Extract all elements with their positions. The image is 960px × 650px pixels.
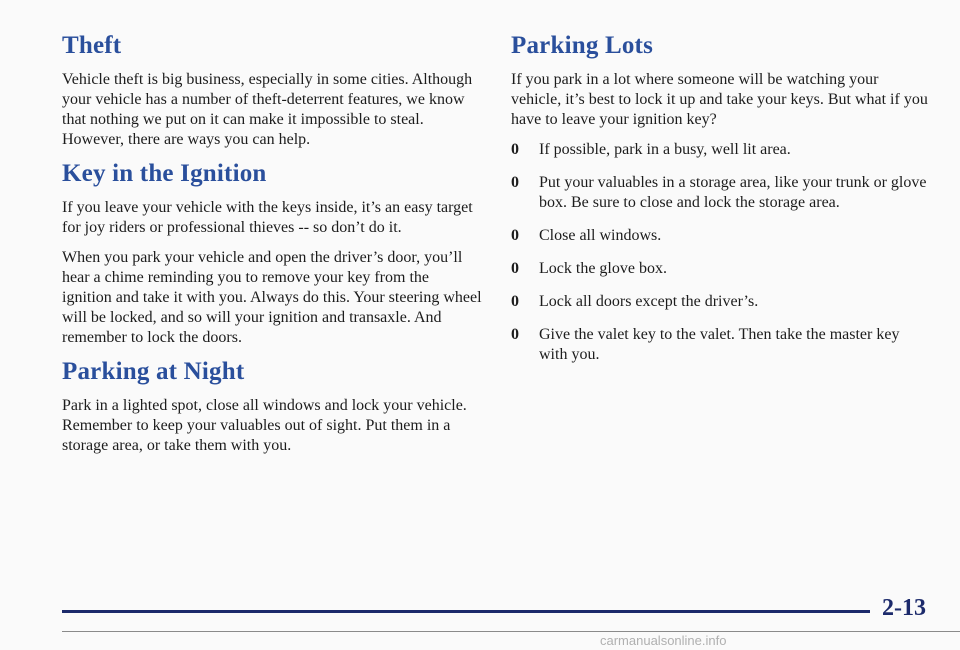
watermark: carmanualsonline.info: [600, 633, 727, 648]
bullet-icon: 0: [511, 260, 519, 277]
bullet-icon: 0: [511, 174, 519, 191]
parking-lots-section: [511, 32, 931, 365]
bullet-icon: 0: [511, 326, 519, 343]
parking-lots-intro: If you park in a lot where someone will be watching your vehicle, it’s best to lock it up and take your keys. But what if you have to leave your ignition key?: [511, 71, 928, 128]
list-item-text: Give the valet key to the valet. Then take the master key with you.: [539, 326, 900, 363]
parking-lots-list: [511, 140, 931, 365]
key-in-ignition-paragraph-1: If you leave your vehicle with the keys inside, it’s an easy target for joy riders or professional thieves -- so don’t do it.: [62, 199, 473, 236]
page-number: 2-13: [882, 595, 926, 621]
key-in-ignition-section: [62, 160, 482, 348]
parking-lots-heading: Parking Lots: [511, 32, 653, 59]
list-item-text: Lock the glove box.: [539, 260, 667, 277]
theft-heading: Theft: [62, 32, 122, 59]
bullet-icon: 0: [511, 293, 519, 310]
parking-at-night-paragraph: Park in a lighted spot, close all windows and lock your vehicle. Remember to keep your valuables out of sight. Put them in a storage area, or take them with you.: [62, 397, 467, 454]
list-item-text: If possible, park in a busy, well lit area.: [539, 141, 791, 158]
list-item: [511, 259, 931, 279]
parking-at-night-heading: Parking at Night: [62, 358, 245, 385]
footer-divider: [62, 631, 960, 632]
list-item-text: Lock all doors except the driver’s.: [539, 293, 759, 310]
bullet-icon: 0: [511, 227, 519, 244]
theft-paragraph: Vehicle theft is big business, especially in some cities. Although your vehicle has a number of theft-deterrent features, we know that nothing we put on it can make it impossible to steal. However, there are ways you can help.: [62, 71, 473, 148]
list-item: [511, 140, 931, 160]
list-item-text: Put your valuables in a storage area, like your trunk or glove box. Be sure to close and lock the storage area.: [539, 174, 927, 211]
key-in-ignition-paragraph-2: When you park your vehicle and open the driver’s door, you’ll hear a chime reminding you to remove your key from the ignition and take it with you. Always do this. Your steering wheel will be locked, and so will your ignition and transaxle. And remember to lock the doors.: [62, 249, 482, 346]
left-column: [62, 32, 482, 466]
right-column: [511, 32, 931, 378]
key-in-ignition-heading: Key in the Ignition: [62, 160, 267, 187]
list-item-text: Close all windows.: [539, 227, 662, 244]
list-item: [511, 292, 931, 312]
list-item: [511, 226, 931, 246]
parking-at-night-section: [62, 358, 482, 456]
list-item: [511, 325, 931, 365]
theft-section: [62, 32, 482, 150]
list-item: [511, 173, 931, 213]
bullet-icon: 0: [511, 141, 519, 158]
footer-rule: [62, 610, 870, 613]
